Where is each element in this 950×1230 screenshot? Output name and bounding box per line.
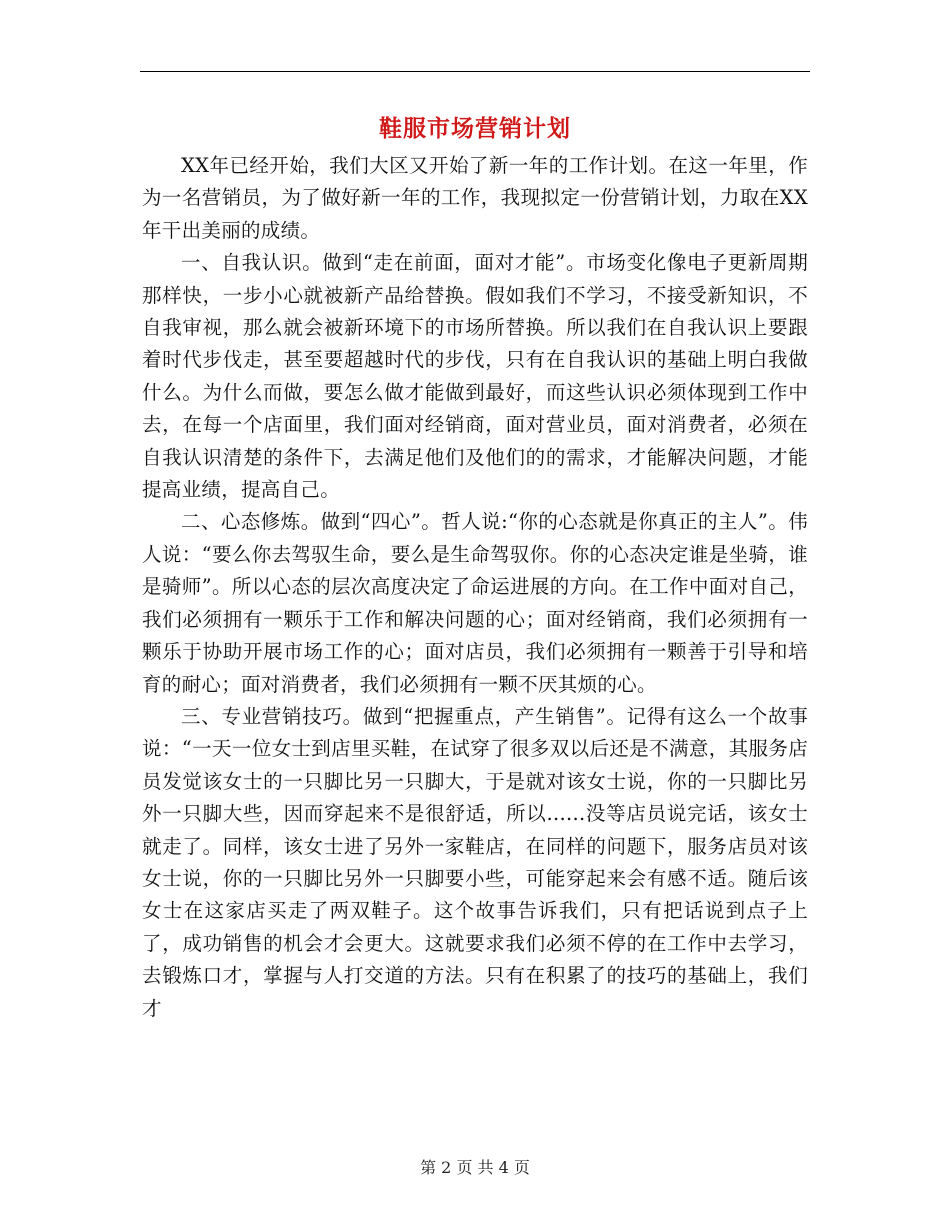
paragraph-sales-skills: 三、专业营销技巧。做到“把握重点，产生销售”。记得有这么一个故事说：“一天一位女士到店里买鞋，在试穿了很多双以后还是不满意，其服务店员发觉该女士的一只脚比另一只脚大，于是就对该女士说，你的一只脚比另外一只脚大些，因而穿起来不是很舒适，所以......没等店员说完话，该女士就走了。同样，该女士进了另外一家鞋店，在同样的问题下，服务店员对该女士说，你的一只脚比另外一只脚要小些，可能穿起来会有感不适。随后该女士在这家店买走了两双鞋子。这个故事告诉我们，只有把话说到点子上了，成功销售的机会才会更大。这就要求我们必须不停的在工作中去学习，去锻炼口才，掌握与人打交道的方法。只有在积累了的技巧的基础上，我们才: [142, 704, 808, 1020]
paragraph-mindset: 二、心态修炼。做到“四心”。哲人说:“你的心态就是你真正的主人”。伟人说：“要么你去驾驭生命，要么是生命驾驭你。你的心态决定谁是坐骑，谁是骑师”。所以心态的层次高度决定了命运进展的方向。在工作中面对自己，我们必须拥有一颗乐于工作和解决问题的心；面对经销商，我们必须拥有一颗乐于协助开展市场工作的心；面对店员，我们必须拥有一颗善于引导和培育的耐心；面对消费者，我们必须拥有一颗不厌其烦的心。: [142, 510, 808, 696]
paragraph-intro: XX年已经开始，我们大区又开始了新一年的工作计划。在这一年里，作为一名营销员，为了做好新一年的工作，我现拟定一份营销计划，力取在XX年干出美丽的成绩。: [142, 154, 808, 242]
page-footer: 第 2 页 共 4 页: [420, 1158, 530, 1177]
paragraph-self-awareness: 一、自我认识。做到“走在前面，面对才能”。市场变化像电子更新周期那样快，一步小心就被新产品给替换。假如我们不学习，不接受新知识，不自我审视，那么就会被新环境下的市场所替换。所以我们在自我认识上要跟着时代步伐走，甚至要超越时代的步伐，只有在自我认识的基础上明白我做什么。为什么而做，要怎么做才能做到最好，而这些认识必须体现到工作中去，在每一个店面里，我们面对经销商，面对营业员，面对消费者，必须在自我认识清楚的条件下，去满足他们及他们的的需求，才能解决问题，才能提高业绩，提高自己。: [142, 251, 808, 502]
header-rule: [140, 71, 810, 72]
document-title: 鞋服市场营销计划: [379, 116, 571, 142]
document-body: [142, 150, 808, 1025]
